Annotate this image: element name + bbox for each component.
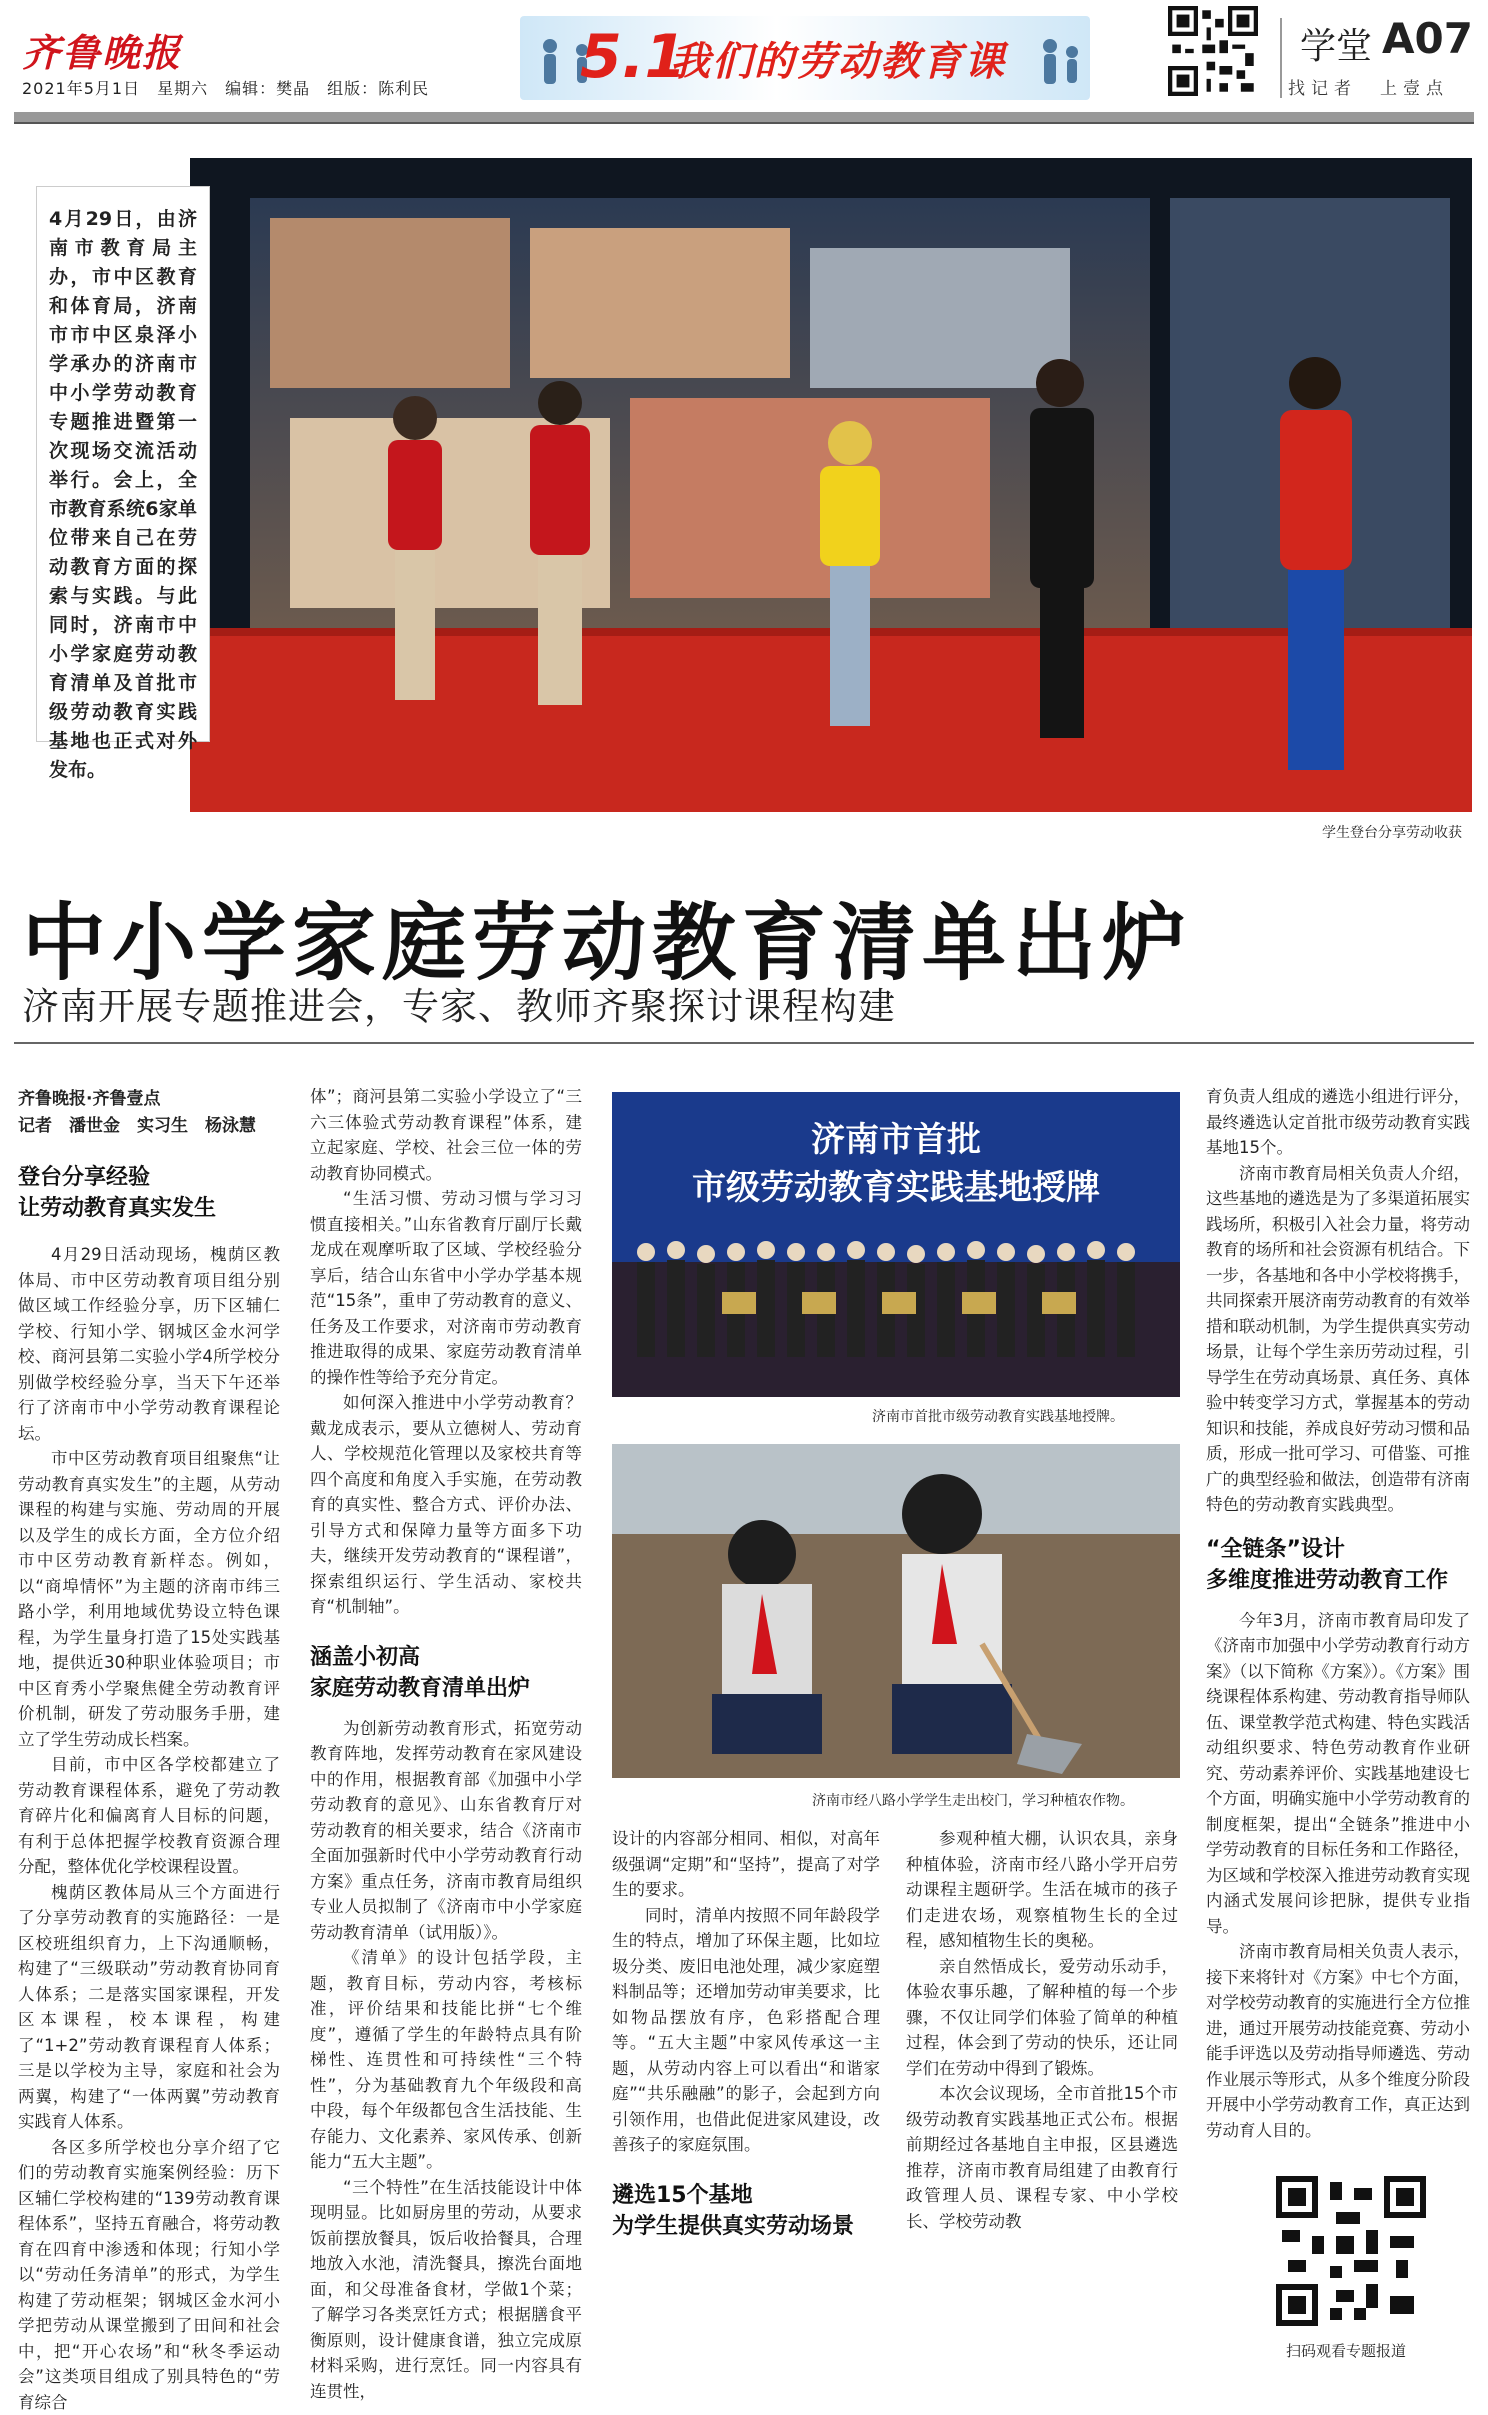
headline-rule — [14, 1042, 1474, 1044]
paragraph: 今年3月，济南市教育局印发了《济南市加强中小学劳动教育行动方案》（以下简称《方案》）。《方案》围绕课程体系构建、劳动教育指导师队伍、课堂教学范式构建、特色实践活动组织要求、特色劳动教育作业研究、劳动素养评价、实践基地建设七个方面，明确实施中小学劳动教育的制度框架，提出“全链条”推进中小学劳动教育的目标任务和工作路径，为区域和学校深入推进劳动教育实现内涵式发展问诊把脉，提供专业指导。 — [1206, 1608, 1470, 1940]
ceremony-sign-line2: 市级劳动教育实践基地授牌 — [612, 1160, 1180, 1209]
article-body-col3 — [612, 1826, 880, 2158]
article-body-col5b — [1206, 1608, 1470, 2144]
photo-caption: 学生登台分享劳动收获 — [1322, 822, 1462, 842]
planting-scene-image — [612, 1444, 1180, 1778]
ceremony-sign-line1: 济南市首批 — [612, 1112, 1180, 1161]
section-title-4a: “全链条”设计 — [1206, 1534, 1470, 1565]
headline: 中小学家庭劳动教育清单出炉 — [22, 876, 1192, 997]
banner-number: 5.1 — [580, 22, 686, 92]
banner-title: 我们的劳动教育课 — [670, 30, 1006, 87]
header-rule-thin — [14, 122, 1474, 124]
paragraph: 为创新劳动教育形式，拓宽劳动教育阵地，发挥劳动教育在家风建设中的作用，根据教育部《加强中小学劳动教育的意见》、山东省教育厅对劳动教育的相关要求，结合《济南市全面加强新时代中小学劳动教育行动方案》重点任务，济南市教育局组织专业人员拟制了《济南市中小学家庭劳动教育清单（试用版）》。 — [310, 1716, 582, 1946]
paragraph: 目前，市中区各学校都建立了劳动教育课程体系，避免了劳动教育碎片化和偏离育人目标的问题，有利于总体把握学校教育资源合理分配，整体优化学校课程设置。 — [18, 1752, 280, 1880]
paragraph: 参观种植大棚，认识农具，亲身种植体验，济南市经八路小学开启劳动课程主题研学。生活在城市的孩子们走进农场，观察植物生长的全过程，感知植物生长的奥秘。 — [906, 1826, 1178, 1954]
paragraph: “三个特性”在生活技能设计中体现明显。比如厨房里的劳动，从要求饭前摆放餐具，饭后收拾餐具，合理地放入水池，清洗餐具，擦洗台面地面，和父母准备食材，学做1个菜；了解学习各类烹饪方式；根据膳食平衡原则，设计健康食谱，独立完成原材料采购，进行烹饪。同一内容具有连贯性， — [310, 2175, 582, 2405]
paragraph: 市中区劳动教育项目组聚焦“让劳动教育真实发生”的主题，从劳动课程的构建与实施、劳动周的开展以及学生的成长方面，全方位介绍市中区劳动教育新样态。例如，以“商埠情怀”为主题的济南市纬三路小学，利用地域优势设立特色课程，为学生量身打造了15处实践基地，提供近30种职业体验项目；市中区育秀小学聚焦健全劳动教育评价机制，研发了劳动服务手册，建立了学生劳动成长档案。 — [18, 1446, 280, 1752]
paragraph: 设计的内容部分相同、相似，对高年级强调“定期”和“坚持”，提高了对学生的要求。 — [612, 1826, 880, 1903]
paragraph: 《清单》的设计包括学段，主题，教育目标，劳动内容，考核标准，评价结果和技能比拼“七个维度”，遵循了学生的年龄特点具有阶梯性、连贯性和可持续性“三个特性”，分为基础教育九个年级段和高中段，每个年级都包含生活技能、生存能力、文化素养、家风传承、创新能力“五大主题”。 — [310, 1945, 582, 2175]
section-title-2a: 涵盖小初高 — [310, 1642, 582, 1673]
column-4 — [906, 1826, 1178, 2234]
page-number: A07 — [1382, 14, 1473, 63]
paragraph: 槐荫区教体局从三个方面进行了分享劳动教育的实施路径：一是区校班组织育力，上下沟通顺畅，构建了“三级联动”劳动教育协同育人体系；二是落实国家课程，开发区本课程，校本课程，构建了“1+2”劳动教育课程育人体系；三是以学校为主导，家庭和社会为两翼，构建了“一体两翼”劳动教育实践育人体系。 — [18, 1880, 280, 2135]
header-divider — [1280, 18, 1282, 98]
column-3 — [612, 1826, 880, 2242]
ceremony-photo — [612, 1092, 1180, 1397]
article-body-col1 — [18, 1242, 280, 2415]
stage-photo — [190, 158, 1472, 812]
section-title-2b: 家庭劳动教育清单出炉 — [310, 1673, 582, 1704]
paragraph: 济南市教育局相关负责人表示，接下来将针对《方案》中七个方面，对学校劳动教育的实施进行全方位推进，通过开展劳动技能竞赛、劳动小能手评选以及劳动指导师遴选、劳动作业展示等形式，从多个维度分阶段开展中小学劳动教育工作，真正达到劳动育人目的。 — [1206, 1939, 1470, 2143]
paragraph: “生活习惯、劳动习惯与学习习惯直接相关。”山东省教育厅副厅长戴龙成在观摩听取了区域、学校经验分享后，结合山东省中小学办学基本规范“15条”，重申了劳动教育的意义、任务及工作要求，对济南市劳动教育推进取得的成果、家庭劳动教育清单的操作性等给予充分肯定。 — [310, 1186, 582, 1390]
article-body-col2b — [310, 1716, 582, 2405]
paragraph: 本次会议现场，全市首批15个市级劳动教育实践基地正式公布。根据前期经过各基地自主申报，区县遴选推荐，济南市教育局组建了由教育行政管理人员、课程专家、中小学校长、学校劳动教 — [906, 2081, 1178, 2234]
subheadline: 济南开展专题推进会，专家、教师齐聚探讨课程构建 — [22, 976, 896, 1030]
article-body-col4 — [906, 1826, 1178, 2234]
stage-scene-image — [190, 158, 1472, 812]
ceremony-caption: 济南市首批市级劳动教育实践基地授牌。 — [872, 1406, 1124, 1426]
article-body-col5 — [1206, 1084, 1470, 1518]
newspaper-brand: 齐鲁晚报 — [22, 22, 182, 77]
qr-code-icon[interactable] — [1276, 2176, 1426, 2326]
paragraph: 各区多所学校也分享介绍了它们的劳动教育实施案例经验：历下区辅仁学校构建的“139劳动教育课程体系”，坚持五育融合，将劳动教育在四育中渗透和体现；行知小学以“劳动任务清单”的形式，为学生构建了劳动框架；钢城区金水河小学把劳动从课堂搬到了田间和社会中，把“开心农场”和“秋冬季运动会”这类项目组成了别具特色的“劳育综合 — [18, 2135, 280, 2415]
header-rule — [14, 112, 1474, 122]
photo-caption-box: 4月29日，由济南市教育局主办，市中区教育和体育局，济南市市中区泉泽小学承办的济南市中小学劳动教育专题推进暨第一次现场交流活动举行。会上，全市教育系统6家单位带来自己在劳动教育方面的探索与实践。与此同时，济南市中小学家庭劳动教育清单及首批市级劳动教育实践基地也正式对外发布。 — [36, 186, 210, 742]
section-title-3a: 遴选15个基地 — [612, 2180, 880, 2211]
planting-caption: 济南市经八路小学学生走出校门，学习种植农作物。 — [812, 1790, 1134, 1810]
paragraph: 体”；商河县第二实验小学设立了“三六三体验式劳动教育课程”体系，建立起家庭、学校、社会三位一体的劳动教育协同模式。 — [310, 1084, 582, 1186]
paragraph: 济南市教育局相关负责人介绍，这些基地的遴选是为了多渠道拓展实践场所，积极引入社会力量，将劳动教育的场所和社会资源有机结合。下一步，各基地和各中小学校将携手，共同探索开展济南劳动教育的有效举措和联动机制，为学生提供真实劳动场景，让每个学生亲历劳动过程，引导学生在劳动真场景、真任务、真体验中转变学习方式，掌握基本的劳动知识和技能，养成良好劳动习惯和品质，形成一批可学习、可借鉴、可推广的典型经验和做法，创造带有济南特色的劳动教育实践典型。 — [1206, 1161, 1470, 1518]
section-title-4b: 多维度推进劳动教育工作 — [1206, 1565, 1470, 1596]
section-title-1b: 让劳动教育真实发生 — [18, 1193, 280, 1224]
paragraph: 4月29日活动现场，槐荫区教体局、市中区劳动教育项目组分别做区域工作经验分享，历下区辅仁学校、行知小学、钢城区金水河学校、商河县第二实验小学4所学校分别做学校经验分享，当天下午还举行了济南市中小学劳动教育课程论坛。 — [18, 1242, 280, 1446]
column-1 — [18, 1084, 280, 2415]
byline-source: 齐鲁晚报·齐鲁壹点 — [18, 1084, 280, 1109]
qr-code-icon[interactable] — [1168, 6, 1258, 96]
column-2 — [310, 1084, 582, 2404]
paragraph: 育负责人组成的遴选小组进行评分，最终遴选认定首批市级劳动教育实践基地15个。 — [1206, 1084, 1470, 1161]
slogan: 找记者 上壹点 — [1288, 74, 1449, 99]
byline-reporters: 记者 潘世金 实习生 杨泳慧 — [18, 1111, 280, 1136]
section-title-3b: 为学生提供真实劳动场景 — [612, 2211, 880, 2242]
paragraph: 如何深入推进中小学劳动教育？戴龙成表示，要从立德树人、劳动育人、学校规范化管理以及家校共育等四个高度和角度入手实施，在劳动教育的真实性、整合方式、评价办法、引导方式和保障力量等方面多下功夫，继续开发劳动教育的“课程谱”，探索组织运行、学生活动、家校共育“机制轴”。 — [310, 1390, 582, 1620]
column-5 — [1206, 1084, 1470, 2143]
paragraph: 同时，清单内按照不同年龄段学生的特点，增加了环保主题，比如垃圾分类、废旧电池处理，减少家庭塑料制品等；还增加劳动审美要求，比如物品摆放有序，色彩搭配合理等。“五大主题”中家风传承这一主题，从劳动内容上可以看出“和谐家庭”“共乐融融”的影子，会起到方向引领作用，也借此促进家风建设，改善孩子的家庭氛围。 — [612, 1903, 880, 2158]
paragraph: 亲自然悟成长，爱劳动乐动手，体验农事乐趣，了解种植的每一个步骤，不仅让同学们体验了简单的种植过程，体会到了劳动的快乐，还让同学们在劳动中得到了锻炼。 — [906, 1954, 1178, 2082]
qr-caption: 扫码观看专题报道 — [1286, 2340, 1406, 2361]
article-body-col2 — [310, 1084, 582, 1620]
section-title-1a: 登台分享经验 — [18, 1162, 280, 1193]
planting-photo — [612, 1444, 1180, 1778]
section-name: 学堂 — [1300, 18, 1372, 69]
dateline: 2021年5月1日 星期六 编辑：樊晶 组版：陈利民 — [22, 76, 429, 99]
